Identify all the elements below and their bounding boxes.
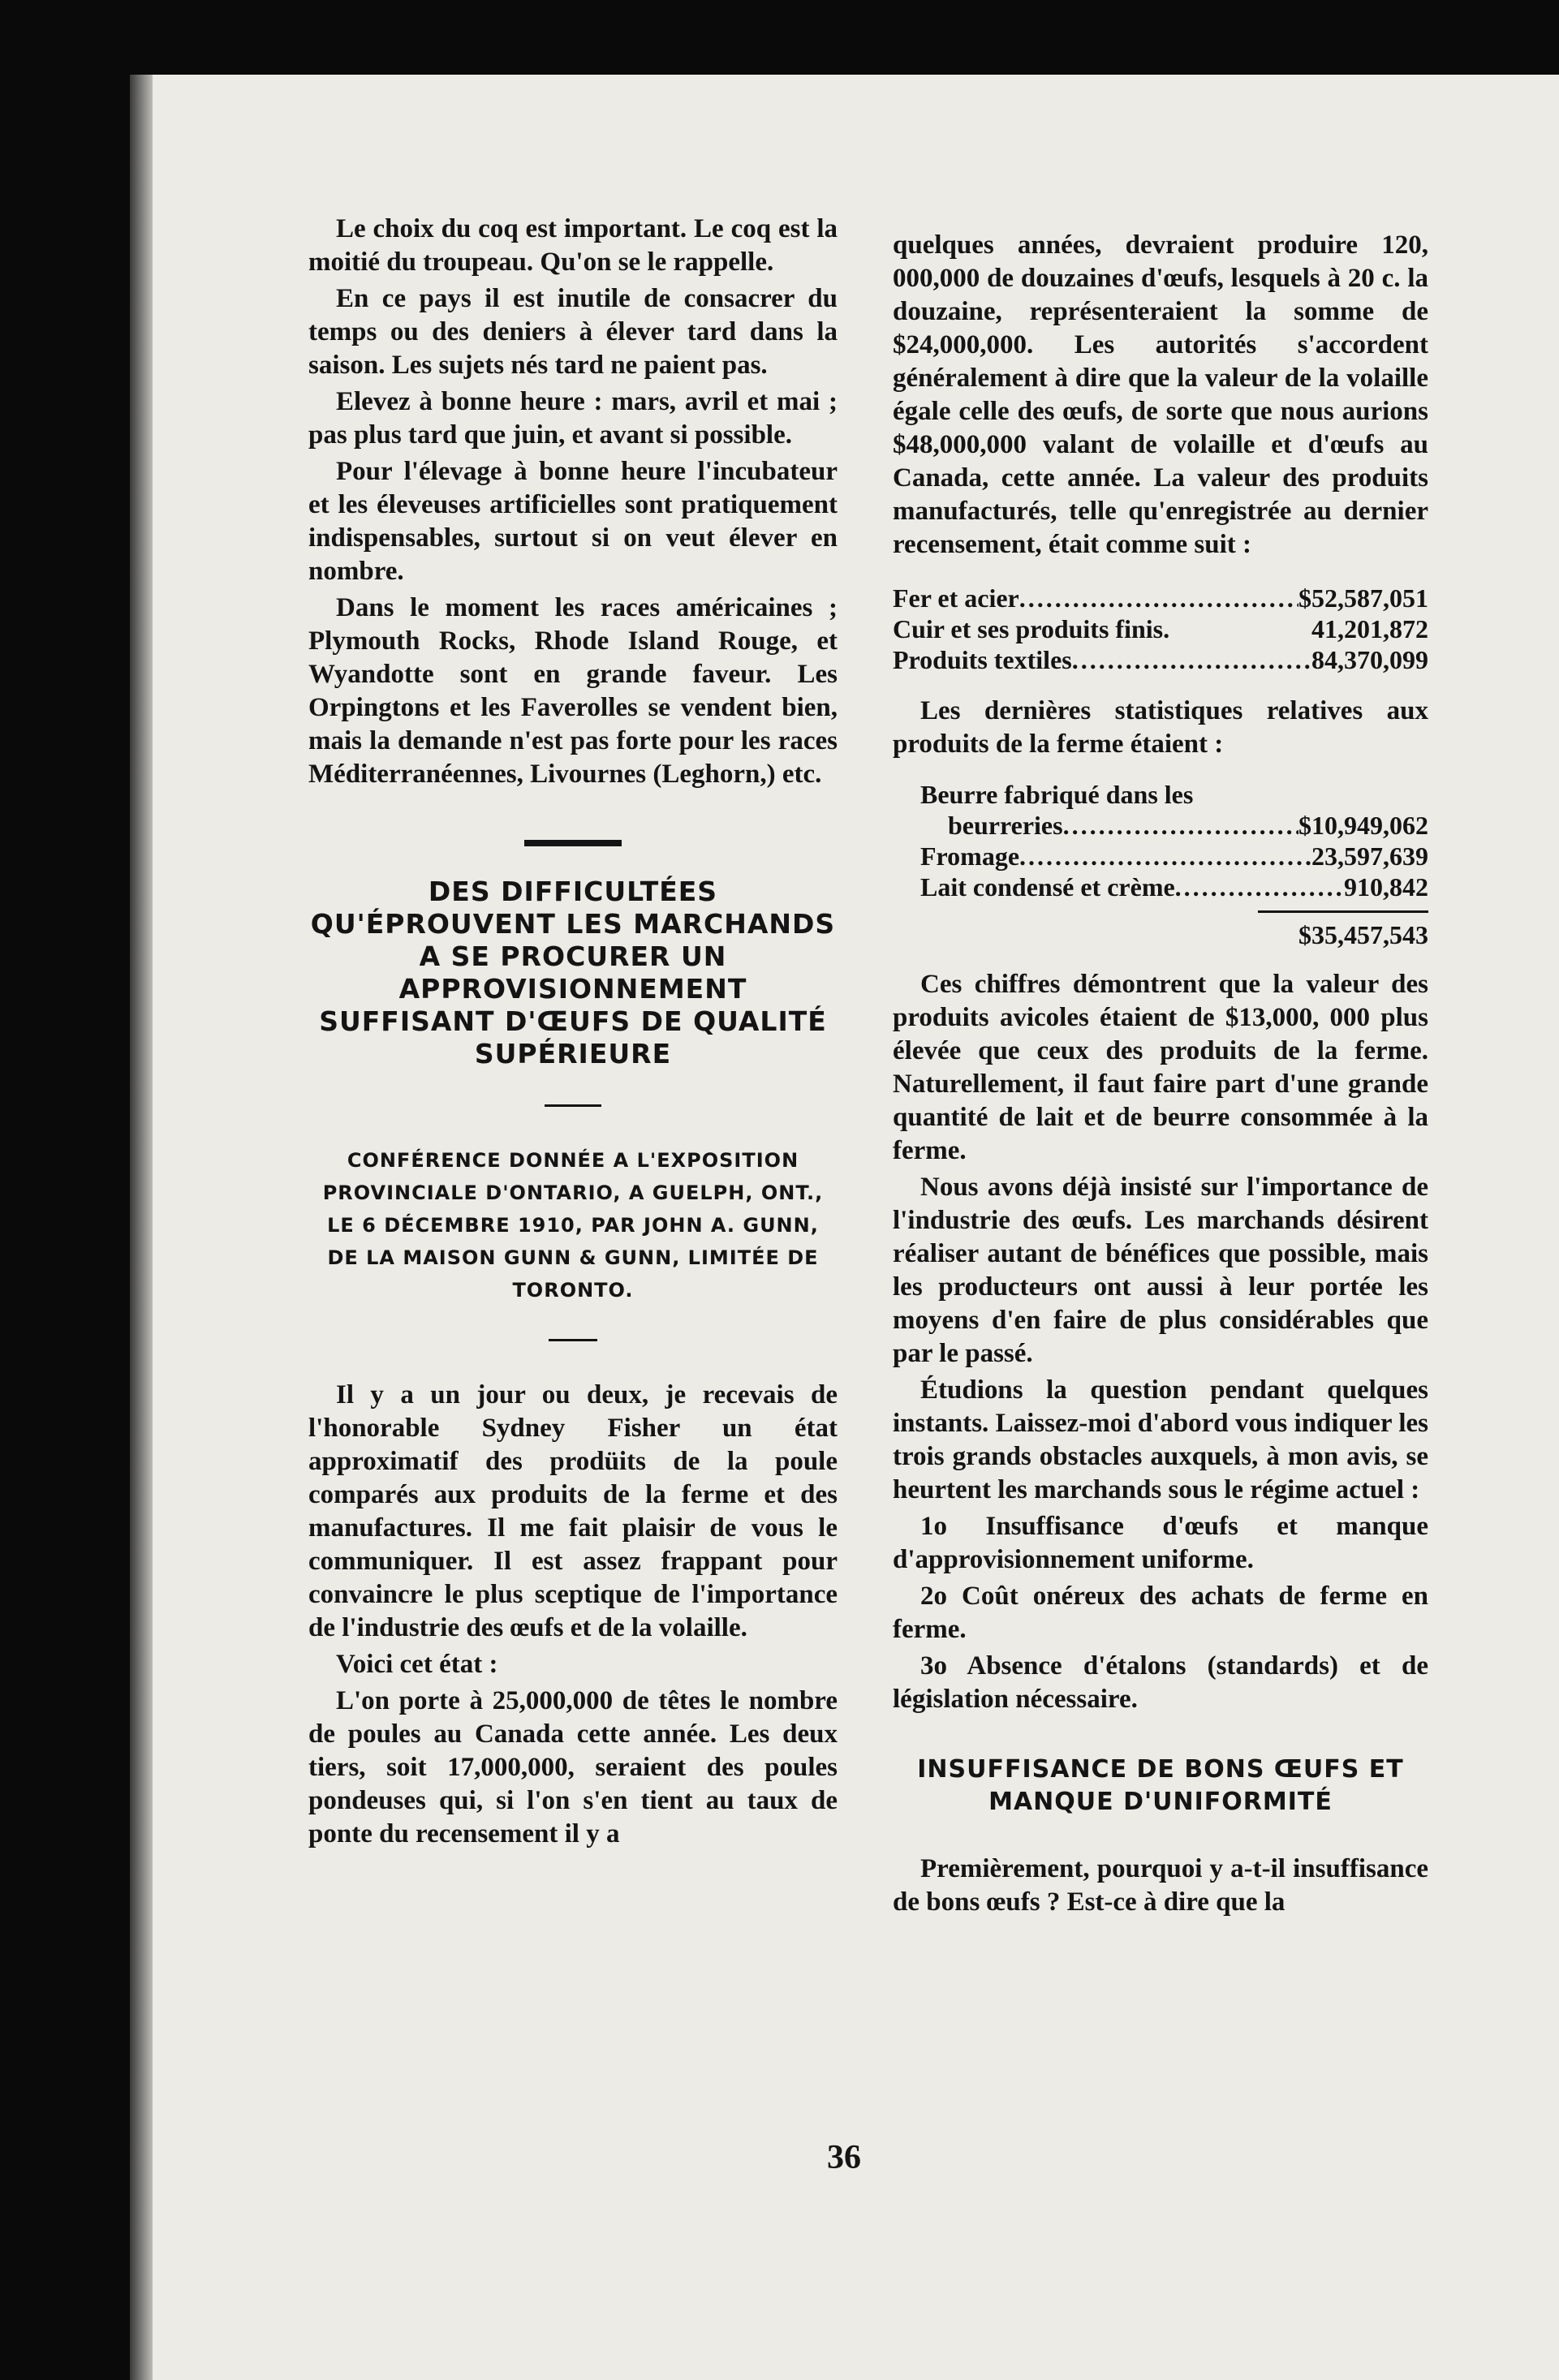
list-item: 3o Absence d'étalons (standards) et de législation nécessaire. — [893, 1651, 1428, 1714]
paragraph: quelques années, devraient produire 120, 000,000 de douzaines d'œufs, lesquels à 20 c. la douzaine, représenteraient la somme de $24,000,000. Les autorités s'accordent généralement à dire que la valeur de la volaille égale celle des œufs, de sorte que nous aurions $48,000,000 valant de volaille et d'œufs au Canada, cette année. La valeur des produits manufacturés, telle qu'enregistrée au dernier recensement, était comme suit : — [893, 230, 1428, 559]
paragraph: Étudions la question pendant quelques instants. Laissez-moi d'abord vous indiquer les trois grands obstacles auxquels, à mon avis, se heurtent les marchands sous le régime actuel : — [893, 1375, 1428, 1504]
article-title: DES DIFFICULTÉES QU'ÉPROUVENT LES MARCHANDS A SE PROCURER UN APPROVISIONNEMENT SUFFISANT D'ŒUFS DE QUALITÉ SUPÉRIEURE — [310, 876, 836, 1069]
list-item: 2o Coût onéreux des achats de ferme en ferme. — [893, 1582, 1428, 1644]
farm-products-table — [893, 779, 1428, 950]
short-rule — [549, 1339, 597, 1341]
paragraph: Nous avons déjà insisté sur l'importance de l'industrie des œufs. Les marchands désirent réaliser autant de bénéfices que possible, mais les producteurs ont aussi à leur portée les moyens d'en faire de plus considérables que par le passé. — [893, 1173, 1428, 1368]
table-row: Lait condensé et crème ..... 910,842 — [920, 872, 1428, 902]
paragraph: Il y a un jour ou deux, je recevais de l'honorable Sydney Fisher un état approximatif des prodüits de la poule comparés aux produits de la ferme et des manufactures. Il me fait plaisir de vous le communiquer. Il est assez frappant pour convaincre le plus sceptique de l'importance de l'industrie des œufs et de la volaille. — [308, 1380, 838, 1642]
paragraph: Ces chiffres démontrent que la valeur des produits avicoles étaient de $13,000, 000 plus élevée que ceux des produits de la ferme. Naturellement, il faut faire part d'une grande quantité de lait et de beurre consommée à la ferme. — [893, 970, 1428, 1165]
section-divider — [524, 840, 622, 846]
paragraph: En ce pays il est inutile de consacrer du temps ou des deniers à élever tard dans la saison. Les sujets nés tard ne paient pas. — [308, 284, 838, 380]
table-row: Fer et acier ..... $52,587,051 — [893, 583, 1428, 613]
paragraph: Voici cet état : — [336, 1650, 498, 1679]
section-title: INSUFFISANCE DE BONS ŒUFS ET MANQUE D'UNIFORMITÉ — [917, 1755, 1404, 1816]
paragraph: Dans le moment les races américaines ; Plymouth Rocks, Rhode Island Rouge, et Wyandotte sont en grande faveur. Les Orpingtons et les Faverolles se vendent bien, mais la demande n'est pas forte pour les races Méditerranéennes, Livournes (Leghorn,) etc. — [308, 593, 838, 789]
paragraph: Elevez à bonne heure : mars, avril et mai ; pas plus tard que juin, et avant si possible. — [308, 387, 838, 450]
manufactures-table — [893, 583, 1428, 675]
table-row: Fromage ..... 23,597,639 — [920, 841, 1428, 872]
total-rule — [1258, 910, 1428, 913]
paragraph: Premièrement, pourquoi y a-t-il insuffisance de bons œufs ? Est-ce à dire que la — [893, 1854, 1428, 1917]
page-number: 36 — [827, 2139, 861, 2176]
right-column — [893, 229, 1428, 1919]
page-binding-edge — [130, 75, 153, 2380]
table-row: Cuir et ses produits finis. 41,201,872 — [893, 614, 1428, 643]
paragraph: L'on porte à 25,000,000 de têtes le nombre de poules au Canada cette année. Les deux tiers, soit 17,000,000, seraient des poules pondeuses qui, si l'on s'en tient au taux de ponte du recensement il y a — [308, 1686, 838, 1848]
table-row: Produits textiles ..... 84,370,099 — [893, 644, 1428, 675]
paragraph: Le choix du coq est important. Le coq est la moitié du troupeau. Qu'on se le rappelle. — [308, 214, 838, 277]
table-row: Beurre fabriqué dans les — [920, 780, 1194, 809]
paragraph: Pour l'élevage à bonne heure l'incubateur et les éleveuses artificielles sont pratiquement indispensables, surtout si on veut élever en nombre. — [308, 457, 838, 586]
left-column — [308, 213, 838, 1851]
farm-total: $35,457,543 — [1298, 920, 1428, 949]
paragraph: Les dernières statistiques relatives aux produits de la ferme étaient : — [893, 696, 1428, 759]
table-row: beurreries ..... $10,949,062 — [920, 810, 1428, 841]
short-rule — [545, 1104, 601, 1107]
list-item: 1o Insuffisance d'œufs et manque d'approvisionnement uniforme. — [893, 1512, 1428, 1574]
article-subtitle: CONFÉRENCE DONNÉE A L'EXPOSITION PROVINCIALE D'ONTARIO, A GUELPH, ONT., LE 6 DÉCEMBRE 1910, PAR JOHN A. GUNN, DE LA MAISON GUNN & GUNN, LIMITÉE DE TORONTO. — [322, 1149, 824, 1302]
